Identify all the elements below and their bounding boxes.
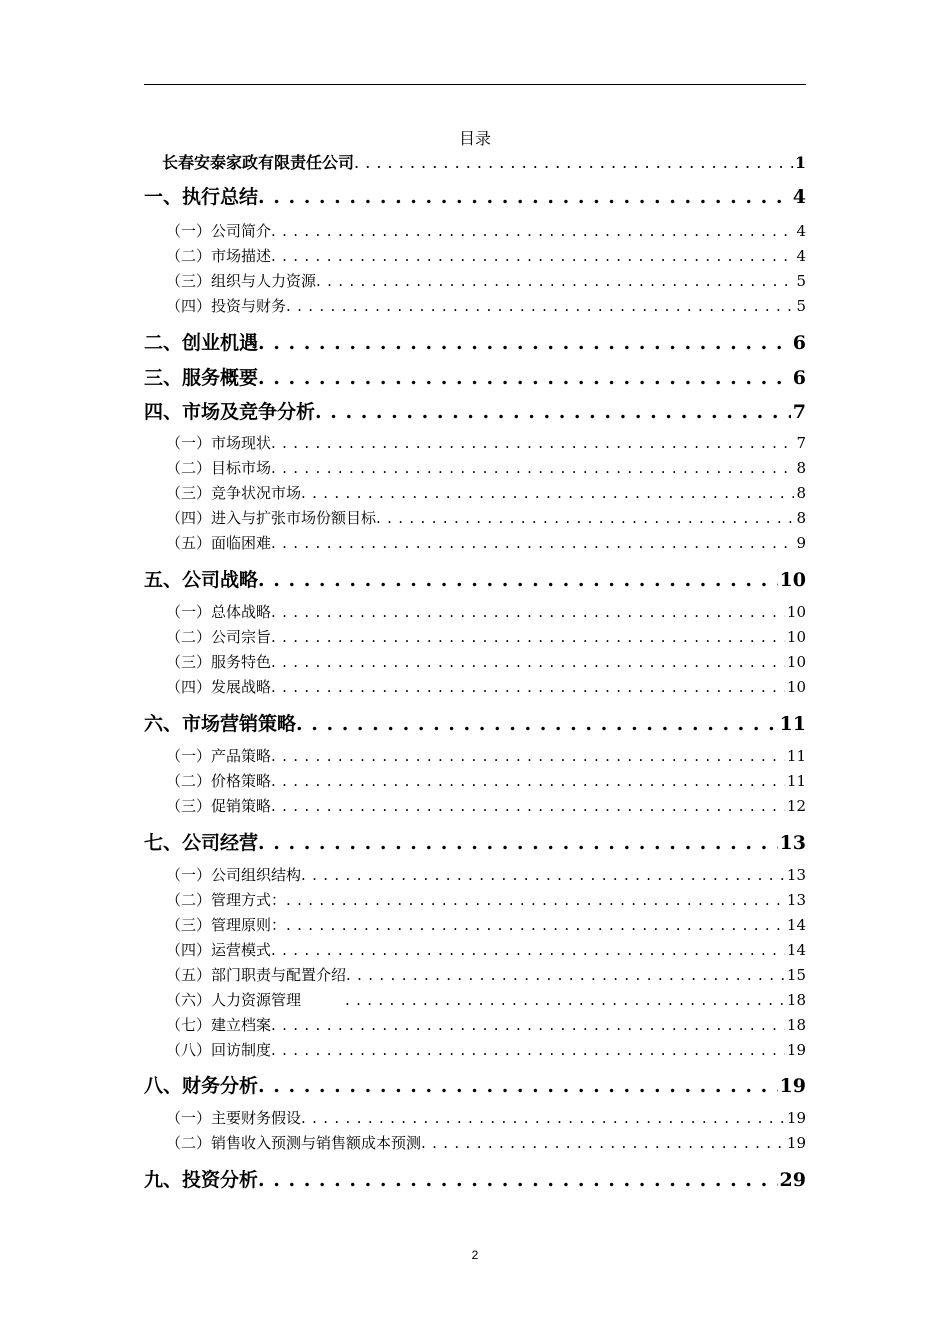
toc-page: 18 bbox=[786, 1016, 806, 1034]
toc-label: 四、市场及竞争分析 bbox=[144, 401, 316, 423]
toc-entry-5-1[interactable] bbox=[144, 601, 806, 622]
toc-page: 11 bbox=[779, 713, 806, 735]
toc-page: 11 bbox=[786, 747, 806, 765]
toc-entry-section-2[interactable] bbox=[144, 328, 806, 355]
toc-page: 13 bbox=[779, 832, 806, 854]
toc-entry-1-4[interactable] bbox=[144, 295, 806, 316]
toc-entry-section-9[interactable] bbox=[144, 1165, 806, 1192]
toc-page: 10 bbox=[786, 653, 806, 671]
toc-entry-section-6[interactable] bbox=[144, 709, 806, 736]
leader-dots bbox=[376, 509, 794, 527]
toc-label: （一）公司简介 bbox=[166, 222, 272, 240]
toc-entry-1-1[interactable] bbox=[144, 220, 806, 241]
toc-label: （二）公司宗旨 bbox=[166, 628, 272, 646]
toc-entry-8-2[interactable] bbox=[144, 1132, 806, 1153]
toc-entry-4-4[interactable] bbox=[144, 507, 806, 528]
toc-label: 七、公司经营 bbox=[144, 832, 259, 854]
leader-dots bbox=[271, 459, 794, 477]
leader-dots bbox=[258, 186, 791, 208]
leader-dots bbox=[271, 797, 785, 815]
toc-page: 1 bbox=[794, 153, 806, 172]
leader-dots bbox=[271, 747, 785, 765]
toc-page: 10 bbox=[786, 603, 806, 621]
toc-entry-7-6[interactable] bbox=[144, 989, 806, 1010]
toc-entry-5-2[interactable] bbox=[144, 626, 806, 647]
toc-label: （二）管理方式： bbox=[166, 891, 287, 909]
header-rule bbox=[144, 84, 806, 85]
toc-entry-6-3[interactable] bbox=[144, 795, 806, 816]
toc-label: （一）产品策略 bbox=[166, 747, 272, 765]
toc-label: （四）运营模式 bbox=[166, 941, 272, 959]
toc-entry-section-7[interactable] bbox=[144, 828, 806, 855]
leader-dots bbox=[286, 916, 785, 934]
toc-label: 五、公司战略 bbox=[144, 569, 259, 591]
toc-entry-7-8[interactable] bbox=[144, 1039, 806, 1060]
toc-label: （三）服务特色 bbox=[166, 653, 272, 671]
toc-entry-7-1[interactable] bbox=[144, 864, 806, 885]
leader-dots bbox=[258, 332, 791, 354]
toc-entry-1-2[interactable] bbox=[144, 245, 806, 266]
toc-label: （七）建立档案 bbox=[166, 1016, 272, 1034]
toc-entry-7-7[interactable] bbox=[144, 1014, 806, 1035]
leader-dots bbox=[271, 1016, 785, 1034]
leader-dots bbox=[258, 367, 791, 389]
toc-title: 目录 bbox=[458, 129, 491, 148]
toc-page: 15 bbox=[786, 966, 806, 984]
leader-dots bbox=[271, 678, 785, 696]
toc-entry-1-3[interactable] bbox=[144, 270, 806, 291]
toc-label: 长春安泰家政有限责任公司 bbox=[162, 153, 355, 172]
leader-dots bbox=[258, 832, 778, 854]
toc-page: 14 bbox=[786, 941, 806, 959]
toc-label: （五）面临困难 bbox=[166, 534, 272, 552]
toc-entry-section-1[interactable] bbox=[144, 182, 806, 209]
leader-dots bbox=[271, 434, 794, 452]
toc-label: （一）总体战略 bbox=[166, 603, 272, 621]
leader-dots bbox=[271, 1041, 785, 1059]
toc-entry-4-3[interactable] bbox=[144, 482, 806, 503]
leader-dots bbox=[296, 713, 778, 735]
leader-dots bbox=[301, 484, 794, 502]
toc-page: 4 bbox=[796, 222, 806, 240]
toc-label: （二）市场描述 bbox=[166, 247, 272, 265]
toc-entry-section-8[interactable] bbox=[144, 1071, 806, 1098]
leader-dots bbox=[286, 297, 794, 315]
toc-entry-6-1[interactable] bbox=[144, 745, 806, 766]
page-number: 2 bbox=[471, 1248, 479, 1262]
toc-page: 6 bbox=[792, 332, 806, 354]
toc-entry-7-4[interactable] bbox=[144, 939, 806, 960]
toc-label: （四）进入与扩张市场份额目标 bbox=[166, 509, 377, 527]
toc-page: 4 bbox=[792, 186, 806, 208]
leader-dots bbox=[421, 1134, 785, 1152]
toc-page: 8 bbox=[796, 484, 806, 502]
leader-dots bbox=[258, 1169, 778, 1191]
toc-label: 八、财务分析 bbox=[144, 1075, 259, 1097]
toc-page: 10 bbox=[786, 628, 806, 646]
leader-dots bbox=[346, 966, 785, 984]
leader-dots bbox=[271, 772, 785, 790]
toc-entry-6-2[interactable] bbox=[144, 770, 806, 791]
toc-entry-section-3[interactable] bbox=[144, 363, 806, 390]
toc-label: （一）主要财务假设 bbox=[166, 1109, 302, 1127]
toc-entry-5-3[interactable] bbox=[144, 651, 806, 672]
toc-page: 8 bbox=[796, 459, 806, 477]
toc-label: （一）公司组织结构 bbox=[166, 866, 302, 884]
leader-dots bbox=[271, 941, 785, 959]
toc-label: 二、创业机遇 bbox=[144, 332, 259, 354]
leader-dots bbox=[354, 153, 793, 172]
toc-label: （八）回访制度 bbox=[166, 1041, 272, 1059]
toc-entry-section-5[interactable] bbox=[144, 565, 806, 592]
toc-page: 6 bbox=[792, 367, 806, 389]
toc-entry-company[interactable] bbox=[144, 150, 806, 173]
toc-label: 三、服务概要 bbox=[144, 367, 259, 389]
leader-dots bbox=[258, 1075, 778, 1097]
toc-page: 13 bbox=[786, 866, 806, 884]
toc-label: 六、市场营销策略 bbox=[144, 713, 297, 735]
leader-dots bbox=[271, 628, 785, 646]
leader-dots bbox=[271, 534, 794, 552]
toc-page: 4 bbox=[796, 247, 806, 265]
toc-page: 7 bbox=[796, 434, 806, 452]
leader-dots bbox=[315, 401, 791, 423]
toc-page: 13 bbox=[786, 891, 806, 909]
toc-entry-4-2[interactable] bbox=[144, 457, 806, 478]
leader-dots bbox=[271, 222, 794, 240]
toc-label: 九、投资分析 bbox=[144, 1169, 259, 1191]
toc-label: （五）部门职责与配置介绍 bbox=[166, 966, 347, 984]
toc-label: （二）价格策略 bbox=[166, 772, 272, 790]
toc-label: （四）发展战略 bbox=[166, 678, 272, 696]
toc-page: 7 bbox=[792, 401, 806, 423]
toc-label: （六）人力资源管理 bbox=[166, 991, 302, 1009]
leader-dots bbox=[271, 603, 785, 621]
toc-page: 10 bbox=[786, 678, 806, 696]
toc-entry-4-1[interactable] bbox=[144, 432, 806, 453]
leader-dots bbox=[271, 247, 794, 265]
toc-page: 12 bbox=[786, 797, 806, 815]
leader-dots bbox=[301, 866, 785, 884]
toc-page: 19 bbox=[786, 1109, 806, 1127]
leader-dots bbox=[286, 891, 785, 909]
leader-dots bbox=[345, 991, 785, 1009]
toc-page: 18 bbox=[786, 991, 806, 1009]
toc-entry-8-1[interactable] bbox=[144, 1107, 806, 1128]
toc-page: 10 bbox=[779, 569, 806, 591]
toc-label: （二）销售收入预测与销售额成本预测 bbox=[166, 1134, 422, 1152]
toc-entry-4-5[interactable] bbox=[144, 532, 806, 553]
toc-entry-5-4[interactable] bbox=[144, 676, 806, 697]
toc-page: 14 bbox=[786, 916, 806, 934]
toc-label: （三）管理原则： bbox=[166, 916, 287, 934]
toc-page: 29 bbox=[779, 1169, 806, 1191]
leader-dots bbox=[316, 272, 794, 290]
toc-label: （四）投资与财务 bbox=[166, 297, 287, 315]
toc-label: （一）市场现状 bbox=[166, 434, 272, 452]
leader-dots bbox=[258, 569, 778, 591]
toc-page: 9 bbox=[796, 534, 806, 552]
toc-entry-section-4[interactable] bbox=[144, 397, 806, 424]
toc-page: 19 bbox=[786, 1041, 806, 1059]
leader-dots bbox=[301, 1109, 785, 1127]
toc-page: 19 bbox=[786, 1134, 806, 1152]
toc-label: （三）组织与人力资源 bbox=[166, 272, 317, 290]
toc-label: （二）目标市场 bbox=[166, 459, 272, 477]
toc-label: （三）竞争状况市场 bbox=[166, 484, 302, 502]
toc-page: 5 bbox=[796, 297, 806, 315]
toc-entry-7-2[interactable] bbox=[144, 889, 806, 910]
toc-page: 11 bbox=[786, 772, 806, 790]
toc-label: 一、执行总结 bbox=[144, 186, 259, 208]
toc-label: （三）促销策略 bbox=[166, 797, 272, 815]
toc-page: 8 bbox=[796, 509, 806, 527]
toc-page: 19 bbox=[779, 1075, 806, 1097]
toc-entry-7-5[interactable] bbox=[144, 964, 806, 985]
toc-entry-7-3[interactable] bbox=[144, 914, 806, 935]
leader-dots bbox=[271, 653, 785, 671]
toc-page: 5 bbox=[796, 272, 806, 290]
